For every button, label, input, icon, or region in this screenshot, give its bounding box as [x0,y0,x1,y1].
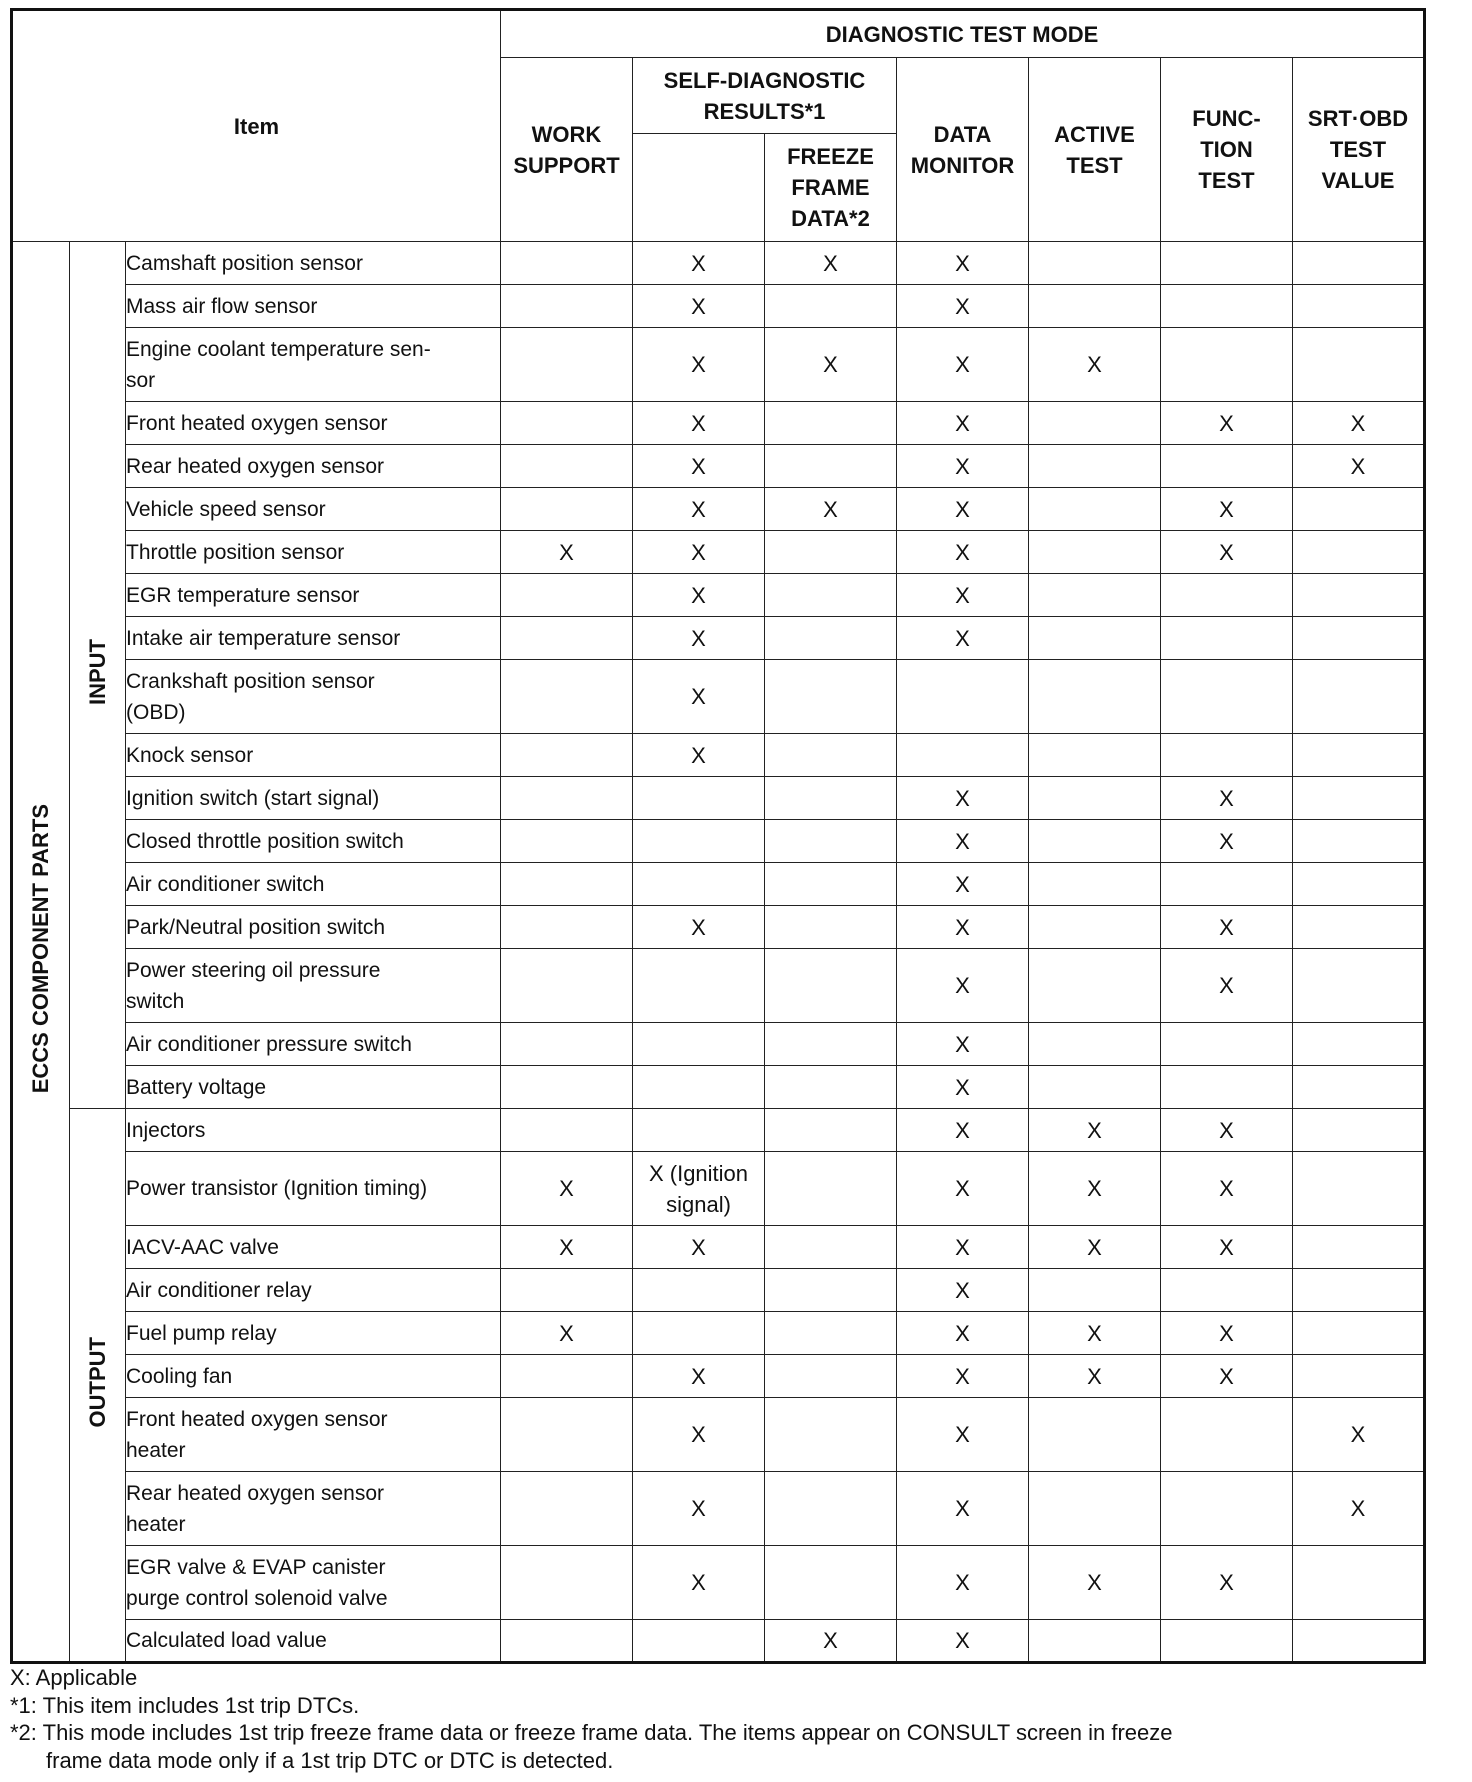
mode-cell: X [897,1152,1029,1226]
diagnostic-table-container [10,8,1426,1664]
mode-cell [765,1066,897,1109]
mode-cell [1293,617,1425,660]
section-label-text: INPUT [84,639,110,705]
item-cell: Throttle position sensor [126,531,501,574]
mode-cell [1161,863,1293,906]
mode-cell: X [1029,1312,1161,1355]
mode-cell [765,1226,897,1269]
mode-cell [501,863,633,906]
mode-cell [1161,734,1293,777]
mode-cell [1161,328,1293,402]
mode-cell [1029,1066,1161,1109]
mode-cell [765,445,897,488]
mode-cell: X [1161,402,1293,445]
mode-cell [1029,1620,1161,1663]
item-cell: Park/Neutral position switch [126,906,501,949]
mode-cell [501,242,633,285]
table-row [12,402,1425,445]
mode-cell: X [501,1312,633,1355]
mode-cell [765,1269,897,1312]
mode-cell [501,1066,633,1109]
item-cell: Vehicle speed sensor [126,488,501,531]
mode-cell [501,285,633,328]
mode-cell: X [1161,531,1293,574]
table-row [12,660,1425,734]
mode-cell: X [897,617,1029,660]
mode-cell: X [765,328,897,402]
function-test-header: FUNC- TION TEST [1161,58,1293,242]
footnote-2: *2: This mode includes 1st trip freeze frame data or freeze frame data. The items appear on CONSULT screen in freeze [10,1720,1173,1745]
mode-cell: X [765,1620,897,1663]
mode-cell: X [1161,906,1293,949]
mode-cell [1029,242,1161,285]
mode-cell [1161,285,1293,328]
mode-cell [501,1398,633,1472]
item-cell: Crankshaft position sensor (OBD) [126,660,501,734]
mode-cell [1293,1023,1425,1066]
mode-cell: X [897,402,1029,445]
mode-cell: X (Ignition signal) [633,1152,765,1226]
table-row [12,1023,1425,1066]
mode-cell [501,328,633,402]
mode-cell: X [897,1546,1029,1620]
mode-cell: X [897,949,1029,1023]
item-cell: Front heated oxygen sensor heater [126,1398,501,1472]
mode-cell [1161,1269,1293,1312]
item-cell: EGR temperature sensor [126,574,501,617]
mode-cell [633,1023,765,1066]
mode-cell: X [897,1269,1029,1312]
table-row [12,617,1425,660]
table-row [12,1546,1425,1620]
mode-cell [1161,617,1293,660]
mode-cell: X [1161,488,1293,531]
mode-cell [1293,734,1425,777]
mode-cell: X [897,1355,1029,1398]
mode-cell [1293,1269,1425,1312]
legend-note: X: Applicable [10,1665,138,1690]
mode-cell: X [1293,402,1425,445]
mode-cell [1293,328,1425,402]
item-cell: Rear heated oxygen sensor heater [126,1472,501,1546]
table-row [12,1620,1425,1663]
mode-cell: X [1161,820,1293,863]
mode-cell: X [1161,777,1293,820]
freeze-frame-data-header: FREEZE FRAME DATA*2 [765,134,897,242]
mode-cell: X [897,1398,1029,1472]
mode-cell: X [633,402,765,445]
item-cell: Cooling fan [126,1355,501,1398]
mode-cell: X [633,1472,765,1546]
item-cell: Mass air flow sensor [126,285,501,328]
mode-cell [1029,285,1161,328]
mode-cell: X [633,660,765,734]
mode-cell: X [897,777,1029,820]
mode-cell [765,820,897,863]
mode-cell: X [1029,1226,1161,1269]
mode-cell: X [1293,445,1425,488]
table-row [12,1109,1425,1152]
mode-cell [1029,660,1161,734]
mode-cell [501,1269,633,1312]
item-cell: Power transistor (Ignition timing) [126,1152,501,1226]
mode-cell [633,1269,765,1312]
mode-cell [1029,574,1161,617]
mode-cell: X [1293,1398,1425,1472]
item-cell: Front heated oxygen sensor [126,402,501,445]
mode-cell [765,660,897,734]
mode-cell [1293,1355,1425,1398]
mode-cell: X [1029,1152,1161,1226]
mode-cell: X [1029,1109,1161,1152]
mode-cell [1029,777,1161,820]
mode-cell [1293,820,1425,863]
mode-cell [1293,863,1425,906]
active-test-header: ACTIVE TEST [1029,58,1161,242]
mode-cell [765,949,897,1023]
mode-cell [1029,1023,1161,1066]
mode-cell [1161,574,1293,617]
mode-cell: X [897,906,1029,949]
item-cell: Air conditioner relay [126,1269,501,1312]
mode-cell [1293,1226,1425,1269]
mode-cell: X [633,734,765,777]
item-cell: Intake air temperature sensor [126,617,501,660]
mode-cell [501,1023,633,1066]
table-row [12,574,1425,617]
mode-cell: X [897,531,1029,574]
mode-cell [1029,1269,1161,1312]
mode-cell [1029,734,1161,777]
mode-cell: X [897,1226,1029,1269]
item-cell: Camshaft position sensor [126,242,501,285]
table-row [12,445,1425,488]
mode-cell [501,617,633,660]
mode-cell [501,1620,633,1663]
mode-cell [501,1355,633,1398]
mode-cell: X [765,488,897,531]
mode-cell [1029,906,1161,949]
mode-cell [501,445,633,488]
item-cell: IACV-AAC valve [126,1226,501,1269]
table-row [12,1066,1425,1109]
self-diagnostic-results-header: SELF-DIAGNOSTIC RESULTS*1 [633,58,897,134]
mode-cell [765,402,897,445]
mode-cell [1161,1023,1293,1066]
mode-cell [1161,242,1293,285]
table-row [12,1269,1425,1312]
mode-cell [1029,1398,1161,1472]
mode-cell [765,531,897,574]
mode-cell: X [897,1109,1029,1152]
self-diagnostic-blank-subheader [633,134,765,242]
mode-cell: X [897,1066,1029,1109]
mode-cell [765,285,897,328]
footnotes [10,1664,1450,1774]
mode-cell: X [633,1355,765,1398]
mode-cell [765,863,897,906]
mode-cell: X [1161,1312,1293,1355]
mode-cell [765,906,897,949]
mode-cell [501,1546,633,1620]
srt-obd-test-value-header: SRT·OBD TEST VALUE [1293,58,1425,242]
mode-cell [1029,820,1161,863]
mode-cell: X [897,445,1029,488]
mode-cell [765,1472,897,1546]
eccs-component-parts-label [12,242,70,1663]
mode-cell [1293,949,1425,1023]
mode-cell: X [1161,1226,1293,1269]
mode-cell [1161,1398,1293,1472]
mode-cell [765,1546,897,1620]
mode-cell: X [897,285,1029,328]
item-cell: Closed throttle position switch [126,820,501,863]
mode-cell [1293,488,1425,531]
diagnostic-test-mode-table [10,8,1426,1664]
table-row [12,820,1425,863]
mode-cell [765,777,897,820]
table-row [12,949,1425,1023]
mode-cell [633,863,765,906]
mode-cell [1293,906,1425,949]
mode-cell [1029,1472,1161,1546]
mode-cell: X [1161,1355,1293,1398]
mode-cell [501,734,633,777]
mode-cell: X [633,488,765,531]
mode-cell [765,617,897,660]
mode-cell [1029,445,1161,488]
mode-cell: X [501,531,633,574]
mode-cell [765,1109,897,1152]
footnote-1: *1: This item includes 1st trip DTCs. [10,1692,360,1718]
mode-cell [501,949,633,1023]
mode-cell [1293,285,1425,328]
mode-cell [1293,1546,1425,1620]
table-row [12,242,1425,285]
mode-cell: X [633,285,765,328]
mode-cell [1293,531,1425,574]
item-cell: Air conditioner switch [126,863,501,906]
mode-cell: X [633,242,765,285]
mode-cell: X [1161,1152,1293,1226]
item-cell: Knock sensor [126,734,501,777]
section-label-output [70,1109,126,1663]
mode-cell [1029,617,1161,660]
item-cell: Rear heated oxygen sensor [126,445,501,488]
mode-cell: X [633,328,765,402]
footnote-2-continuation: frame data mode only if a 1st trip DTC or DTC is detected. [46,1747,614,1773]
mode-cell [633,1620,765,1663]
table-row [12,488,1425,531]
mode-cell: X [633,1226,765,1269]
mode-cell [1293,1312,1425,1355]
table-row [12,1312,1425,1355]
mode-cell [1293,1066,1425,1109]
mode-cell: X [1161,1109,1293,1152]
mode-cell: X [633,1546,765,1620]
mode-cell: X [1029,1546,1161,1620]
table-row [12,863,1425,906]
item-cell: Fuel pump relay [126,1312,501,1355]
mode-cell: X [897,1023,1029,1066]
item-cell: Injectors [126,1109,501,1152]
mode-cell: X [633,574,765,617]
mode-cell [1161,445,1293,488]
mode-cell [501,820,633,863]
mode-cell: X [1293,1472,1425,1546]
mode-cell [1293,660,1425,734]
mode-cell [633,1312,765,1355]
table-row [12,906,1425,949]
mode-cell: X [1029,328,1161,402]
item-header: Item [12,10,501,242]
mode-cell [501,1109,633,1152]
mode-cell [1161,660,1293,734]
item-cell: Battery voltage [126,1066,501,1109]
work-support-header: WORK SUPPORT [501,58,633,242]
mode-cell: X [897,328,1029,402]
item-cell: Ignition switch (start signal) [126,777,501,820]
mode-cell [1029,488,1161,531]
mode-cell [633,949,765,1023]
mode-cell: X [1161,949,1293,1023]
mode-cell [633,1109,765,1152]
mode-cell [1293,574,1425,617]
mode-cell [1161,1620,1293,1663]
section-label-input [70,242,126,1109]
mode-cell [1293,777,1425,820]
item-cell: Engine coolant temperature sen- sor [126,328,501,402]
table-row [12,1152,1425,1226]
mode-cell: X [633,906,765,949]
mode-cell [1293,1620,1425,1663]
mode-cell [765,734,897,777]
mode-cell: X [897,488,1029,531]
table-row [12,1472,1425,1546]
mode-cell [765,1023,897,1066]
table-row [12,1398,1425,1472]
mode-cell [501,574,633,617]
table-row [12,777,1425,820]
mode-cell [1293,1152,1425,1226]
mode-cell [501,488,633,531]
mode-cell [897,660,1029,734]
item-cell: Power steering oil pressure switch [126,949,501,1023]
table-row [12,1226,1425,1269]
mode-cell [501,1472,633,1546]
mode-cell: X [633,1398,765,1472]
mode-cell: X [633,531,765,574]
mode-cell [765,1152,897,1226]
mode-cell: X [897,863,1029,906]
diagnostic-test-mode-header: DIAGNOSTIC TEST MODE [501,10,1425,58]
mode-cell [765,1312,897,1355]
mode-cell: X [897,574,1029,617]
mode-cell: X [765,242,897,285]
mode-cell: X [897,1472,1029,1546]
mode-cell: X [897,242,1029,285]
mode-cell: X [501,1226,633,1269]
table-row [12,1355,1425,1398]
table-body [12,242,1425,1663]
mode-cell: X [897,1620,1029,1663]
mode-cell [1161,1066,1293,1109]
mode-cell [1029,949,1161,1023]
table-row [12,328,1425,402]
mode-cell [765,574,897,617]
mode-cell [501,660,633,734]
mode-cell [501,777,633,820]
mode-cell: X [897,1312,1029,1355]
mode-cell: X [1029,1355,1161,1398]
mode-cell [1161,1472,1293,1546]
table-row [12,531,1425,574]
mode-cell [1029,863,1161,906]
section-label-text: OUTPUT [84,1336,110,1428]
mode-cell [633,777,765,820]
item-cell: Air conditioner pressure switch [126,1023,501,1066]
table-row [12,734,1425,777]
mode-cell [765,1355,897,1398]
mode-cell: X [633,617,765,660]
mode-cell: X [633,445,765,488]
mode-cell [1293,242,1425,285]
mode-cell [1029,531,1161,574]
mode-cell [1293,1109,1425,1152]
mode-cell [501,906,633,949]
mode-cell: X [501,1152,633,1226]
mode-cell [633,1066,765,1109]
item-cell: Calculated load value [126,1620,501,1663]
mode-cell [1029,402,1161,445]
mode-cell [765,1398,897,1472]
mode-cell: X [897,820,1029,863]
eccs-component-parts-text: ECCS COMPONENT PARTS [28,803,53,1094]
table-row [12,285,1425,328]
mode-cell [897,734,1029,777]
mode-cell: X [1161,1546,1293,1620]
item-cell: EGR valve & EVAP canister purge control solenoid valve [126,1546,501,1620]
mode-cell [633,820,765,863]
data-monitor-header: DATA MONITOR [897,58,1029,242]
mode-cell [501,402,633,445]
